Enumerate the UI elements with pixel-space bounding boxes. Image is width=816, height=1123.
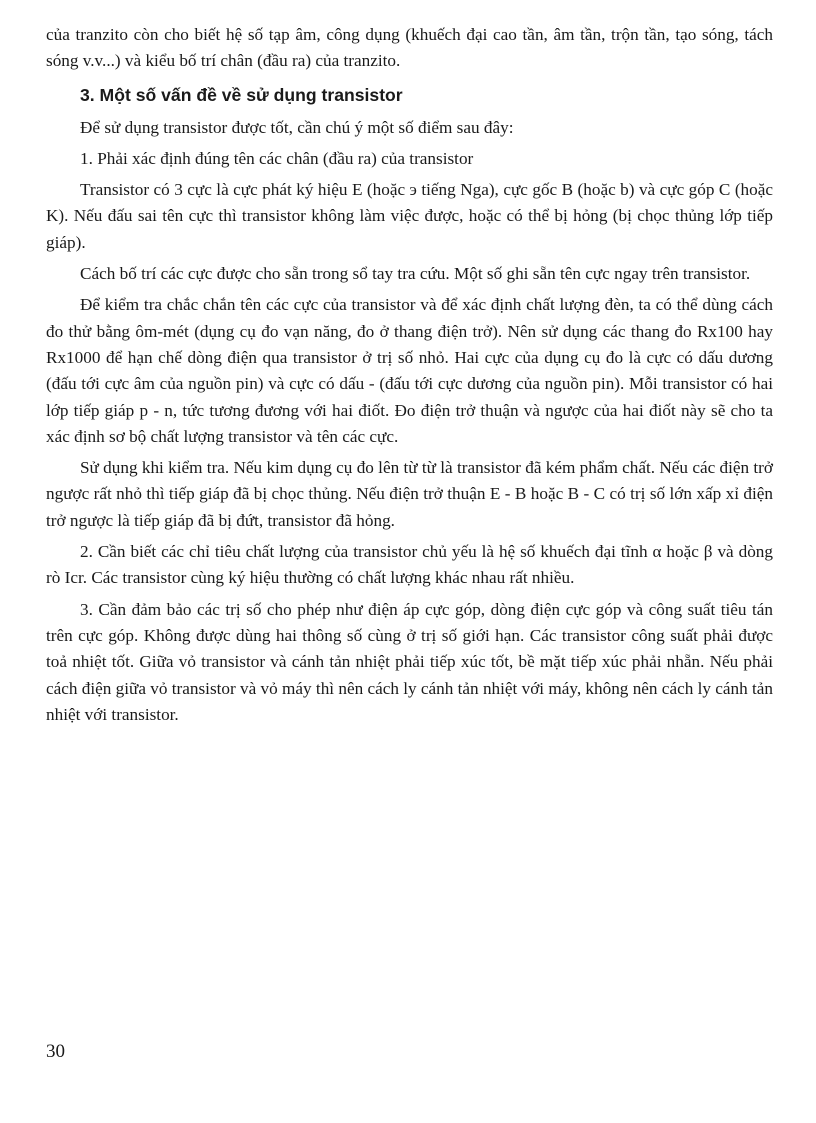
section-heading: 3. Một số vấn đề về sử dụng transistor [80,84,403,105]
point-1-paragraph-1: Transistor có 3 cực là cực phát ký hiệu E (hoặc э tiếng Nga), cực gốc B (hoặc b) và cực góp C (hoặc K). Nếu đấu sai tên cực thì transistor không làm việc được, hoặc có thể bị hỏng (bị chọc thủng lớp tiếp giáp). [46,180,773,252]
point-1-paragraph-4: Sử dụng khi kiểm tra. Nếu kim dụng cụ đo lên từ từ là transistor đã kém phẩm chất. Nếu các điện trở ngược rất nhỏ thì tiếp giáp đã bị chọc thủng. Nếu điện trở thuận E - B hoặc B - C có trị số lớn xấp xỉ điện trở ngược là tiếp giáp đã bị đứt, transistor đã hỏng. [46,458,773,530]
point-1-paragraph-2: Cách bố trí các cực được cho sẵn trong sổ tay tra cứu. Một số ghi sẵn tên cực ngay trên transistor. [80,264,751,284]
continuation-paragraph: của tranzito còn cho biết hệ số tạp âm, công dụng (khuếch đại cao tần, âm tần, trộn tần, tạo sóng, tách sóng v.v...) và kiểu bố trí chân (đầu ra) của tranzito. [46,25,773,71]
page-number: 30 [46,1041,65,1062]
intro-paragraph: Để sử dụng transistor được tốt, cần chú ý một số điểm sau đây: [80,117,514,137]
point-1-paragraph-3: Để kiểm tra chắc chắn tên các cực của transistor và để xác định chất lượng đèn, ta có thể dùng cách đo thử bằng ôm-mét (dụng cụ đo vạn năng, đo ở thang điện trở). Nên sử dụng các thang đo Rx100 hay Rx1000 để hạn chế dòng điện qua transistor ở trị số nhỏ. Hai cực của dụng cụ đo là cực có dấu dương (đấu tới cực âm của nguồn pin) và cực có dấu - (đấu tới cực dương của nguồn pin). Mỗi transistor có hai lớp tiếp giáp p - n, tức tương đương với hai điốt. Đo điện trở thuận và ngược của hai điốt này sẽ cho ta xác định sơ bộ chất lượng transistor và tên các cực. [46,295,773,446]
point-2-paragraph: 2. Cần biết các chỉ tiêu chất lượng của transistor chủ yếu là hệ số khuếch đại tĩnh α hoặc β và dòng rò Icr. Các transistor cùng ký hiệu thường có chất lượng khác nhau rất nhiều. [46,542,773,588]
page-body [46,22,773,733]
point-1-title: 1. Phải xác định đúng tên các chân (đầu ra) của transistor [80,148,474,168]
point-3-paragraph: 3. Cần đảm bảo các trị số cho phép như điện áp cực góp, dòng điện cực góp và công suất tiêu tán trên cực góp. Không được dùng hai thông số cùng ở trị số giới hạn. Các transistor công suất phải được toả nhiệt tốt. Giữa vỏ transistor và cánh tản nhiệt phải tiếp xúc tốt, bề mặt tiếp xúc phải nhẵn. Nếu phải cách điện giữa vỏ transistor và vỏ máy thì nên cách ly cánh tản nhiệt với máy, không nên cách ly cánh tản nhiệt với transistor. [46,599,773,724]
